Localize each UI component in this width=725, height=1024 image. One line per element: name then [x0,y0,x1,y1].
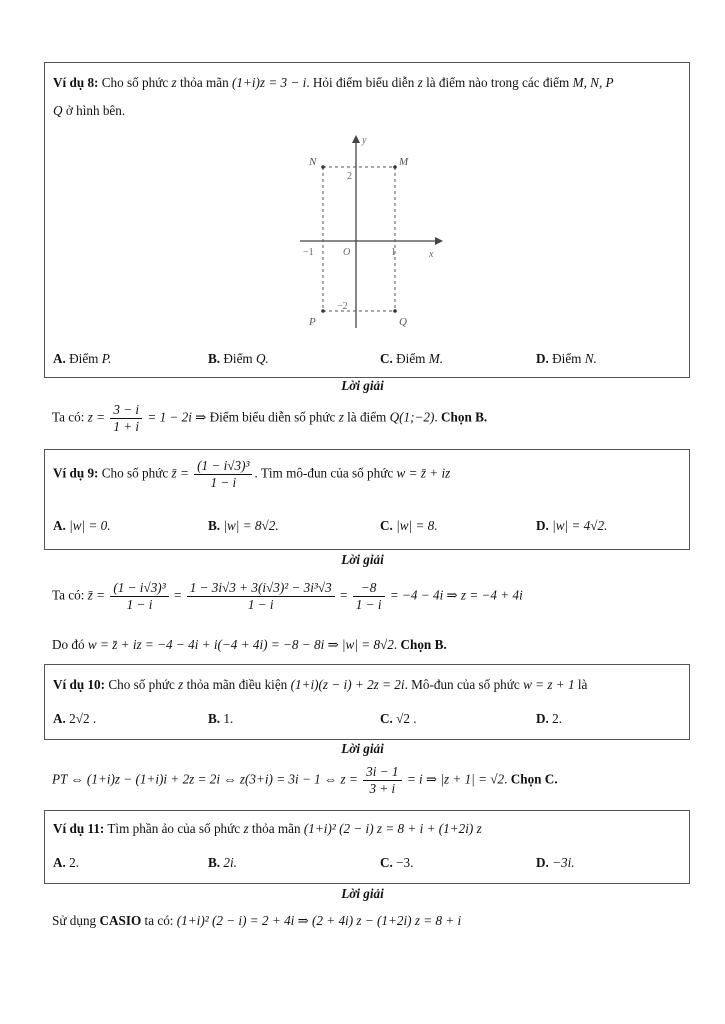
math: w = z̄ + iz [396,465,451,481]
example-10-label: Ví dụ 10: [53,677,106,692]
option-text: 1. [223,711,234,726]
answer-choice: Chọn C. [510,771,558,787]
example-9-option-c[interactable] [380,518,438,534]
text: thỏa mãn [179,75,229,90]
fraction [110,402,142,435]
option-var: M. [428,351,444,366]
text: . Mô-đun của số phức [404,677,520,692]
example-8-solution-title: Lời giải [341,378,384,393]
example-9-option-b[interactable] [208,518,279,534]
option-letter: D. [536,855,549,870]
text: . [393,637,398,652]
option-text: 2. [552,711,563,726]
text: Ta có: [52,587,85,603]
text: thỏa mãn [251,821,301,836]
points-list: M, N, P [572,75,614,90]
answer-choice: Chọn B. [400,637,447,652]
fraction [187,580,335,613]
option-text: 2i. [223,855,237,870]
math: z̄ = [87,587,106,603]
denominator: 1 + i [110,418,142,435]
option-text: −3. [396,855,414,870]
option-letter: C. [380,711,393,726]
example-10-solution-title: Lời giải [341,741,384,756]
example-10-box [44,664,690,740]
example-9-question [53,458,450,491]
math: = i ⇒ |z + 1| = √2 [406,771,505,787]
math: z = [87,409,106,425]
option-letter: A. [53,711,66,726]
example-8-option-a[interactable] [53,351,111,367]
text: Cho số phức [101,465,169,481]
example-8-label: Ví dụ 8: [53,75,99,90]
numerator: 3 − i [113,402,140,417]
option-text: −3i. [552,855,575,870]
y-axis-label: y [362,135,367,146]
example-11-option-d[interactable] [536,855,575,871]
option-text: 2√2 . [69,711,97,726]
text: ở hình bên. [65,103,126,118]
example-8-solution [52,402,487,435]
example-11-box [44,810,690,884]
example-8-question-line1 [53,75,614,91]
example-9-option-a[interactable] [53,518,111,534]
point-q-label: Q [399,316,407,328]
example-9-box [44,449,690,550]
text: Tìm phần ảo của số phức [107,821,241,836]
example-9-label: Ví dụ 9: [53,465,99,481]
numerator: −8 [360,580,377,595]
point-n-label: N [309,156,317,168]
example-11-option-b[interactable] [208,855,237,871]
option-letter: A. [53,855,66,870]
math: = 1 − 2i ⇒ [147,409,207,425]
var-q: Q [53,103,63,118]
math: PT ⇔ (1+i)z − (1+i)i + 2z = 2i ⇔ z(3+i) = 3i − 1 ⇔ z = [52,771,358,787]
example-11-solution [52,913,461,929]
numerator: 1 − 3i√3 + 3(i√3)² − 3i³√3 [189,580,332,595]
var-z: z [178,677,184,692]
option-var: Q. [256,351,269,366]
text: Ta có: [52,409,85,425]
example-11-option-a[interactable] [53,855,79,871]
fraction [353,580,385,613]
tick-1: 1 [391,247,396,258]
text: . [504,771,508,787]
example-10-solution [52,764,558,797]
option-letter: A. [53,518,66,533]
var-z: z [338,409,344,425]
denominator: 1 − i [353,596,385,613]
example-10-option-d[interactable] [536,711,562,727]
text: thỏa mãn điều kiện [186,677,288,692]
math: z̄ = [171,465,189,481]
option-text: Điểm [552,351,582,366]
option-text: |w| = 0. [69,518,111,533]
example-11-solution-title: Lời giải [341,886,384,901]
example-8-option-b[interactable] [208,351,269,367]
fraction [363,764,401,797]
math: (1+i)(z − i) + 2z = 2i [290,677,405,692]
denominator: 1 − i [110,596,168,613]
text: là điểm nào trong các điểm [426,75,570,90]
option-text: Điểm [69,351,99,366]
option-text: 2. [69,855,80,870]
option-letter: B. [208,711,221,726]
text: Cho số phức [108,677,175,692]
example-10-option-a[interactable] [53,711,96,727]
option-letter: B. [208,855,221,870]
option-var: N. [584,351,597,366]
example-10-option-c[interactable] [380,711,417,727]
coordinate-graph [295,133,455,333]
x-axis-label: x [429,249,434,260]
example-8-option-d[interactable] [536,351,597,367]
math: w = z̄ + iz = −4 − 4i + i(−4 + 4i) = −8 − 8i ⇒ |w| = 8√2 [87,637,394,652]
option-letter: D. [536,711,549,726]
example-9-solution-title: Lời giải [341,552,384,567]
numerator: (1 − i√3)³ [113,580,166,595]
math: (1+i)² (2 − i) = 2 + 4i ⇒ (2 + 4i) z − (1+2i) z = 8 + i [176,913,462,928]
option-letter: C. [380,518,393,533]
example-8-question-line2 [53,103,125,119]
math: = −4 − 4i ⇒ z = −4 + 4i [389,587,523,603]
var-z: z [171,75,177,90]
option-text: √2 . [396,711,417,726]
fraction [194,458,252,491]
text: . Hỏi điểm biểu diễn [306,75,415,90]
math: Q(1;−2) [389,409,435,425]
var-z: z [417,75,423,90]
text: là điểm [347,409,387,425]
numerator: (1 − i√3)³ [197,458,250,473]
example-10-option-b[interactable] [208,711,233,727]
var-z: z [243,821,249,836]
equation: (1+i)z = 3 − i [231,75,307,90]
denominator: 3 + i [363,780,401,797]
text: Sử dụng [52,913,97,928]
text: ta có: [144,913,174,928]
option-letter: C. [380,855,393,870]
example-11-option-c[interactable] [380,855,413,871]
option-letter: B. [208,351,221,366]
text: là [577,677,588,692]
example-11-label: Ví dụ 11: [53,821,105,836]
option-letter: B. [208,518,221,533]
point-p-label: P [309,316,316,328]
text: Cho số phức [101,75,169,90]
math: w = z + 1 [523,677,575,692]
numerator: 3i − 1 [366,764,399,779]
example-10-question [53,677,587,693]
text: . Tìm mô-đun của số phức [254,465,394,481]
example-9-option-d[interactable] [536,518,607,534]
denominator: 1 − i [194,474,252,491]
tick-minus-1: −1 [303,247,314,258]
answer-choice: Chọn B. [441,409,488,425]
option-text: Điểm [223,351,253,366]
fraction [110,580,168,613]
example-11-question [53,821,482,837]
option-letter: D. [536,518,549,533]
example-8-option-c[interactable] [380,351,443,367]
origin-label: O [343,247,351,258]
example-9-solution-line2 [52,637,447,653]
math: (1+i)² (2 − i) z = 8 + i + (1+2i) z [303,821,482,836]
option-text: |w| = 4√2. [552,518,608,533]
example-9-solution-line1: Ta có: z̄ = $\frac{\text{(1 − i√3)³}}{1 - i}$ = $\frac{\text{1 − 3i√3 + 3(i√3)² − 3i³√3}}{1 - i}$ = $\frac{-8}{1 - i}$ = −4 − 4i ⇒ z = −4 + 4i [52,580,523,612]
example-8-box [44,62,690,378]
text: Điểm biểu diễn số phức [209,409,336,425]
option-letter: A. [53,351,66,366]
option-text: |w| = 8√2. [223,518,279,533]
option-text: |w| = 8. [396,518,438,533]
denominator: 1 − i [187,596,335,613]
point-m-label: M [399,156,409,168]
text: . [434,409,438,425]
option-letter: C. [380,351,393,366]
tick-minus-2: −2 [337,301,348,312]
tick-2: 2 [347,171,352,182]
text: Do đó [52,637,85,652]
option-text: Điểm [396,351,426,366]
option-var: P. [101,351,112,366]
casio-keyword: CASIO [99,913,142,928]
option-letter: D. [536,351,549,366]
